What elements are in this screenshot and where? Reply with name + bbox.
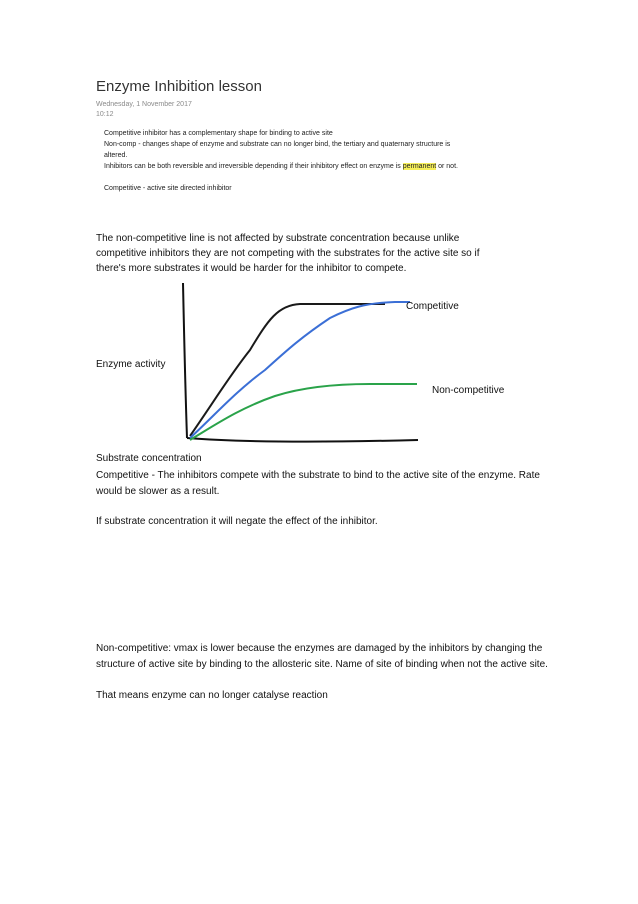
graph-label-competitive: Competitive xyxy=(406,301,459,312)
explanation-line: there's more substrates it would be harder for the inhibitor to compete. xyxy=(96,263,407,274)
note-line-altered: altered. xyxy=(104,152,128,159)
competitive-line: Competitive - The inhibitors compete with the substrate to bind to the active site of the enzyme. Rate xyxy=(96,470,540,481)
note-date: Wednesday, 1 November 2017 xyxy=(96,101,192,108)
note-line-noncomp: Non-comp - changes shape of enzyme and substrate can no longer bind, the tertiary and quaternary structure is xyxy=(104,141,451,148)
x-axis-line xyxy=(187,438,418,442)
note-time: 10:12 xyxy=(96,111,114,118)
graph-label-noncompetitive: Non-competitive xyxy=(432,385,505,396)
note-text: or not. xyxy=(436,163,458,170)
competitive-line: would be slower as a result. xyxy=(96,486,220,497)
noncompetitive-curve xyxy=(190,384,417,440)
page-title: Enzyme Inhibition lesson xyxy=(96,78,262,95)
explanation-line: competitive inhibitors they are not competing with the substrates for the active site so if xyxy=(96,248,480,259)
uninhibited-curve xyxy=(190,304,385,436)
graph-x-label: Substrate concentration xyxy=(96,453,202,464)
note-text: Inhibitors can be both reversible and irreversible depending if their inhibitory effect on enzyme is xyxy=(104,163,403,170)
note-line-active-site: Competitive - active site directed inhibitor xyxy=(104,185,232,192)
note-line-competitive: Competitive inhibitor has a complementary shape for binding to active site xyxy=(104,130,333,137)
competitive-curve xyxy=(190,302,410,438)
noncompetitive-line: That means enzyme can no longer catalyse reaction xyxy=(96,690,328,701)
graph-y-label: Enzyme activity xyxy=(96,359,166,370)
highlighted-word: permanent xyxy=(402,163,437,170)
noncompetitive-line: structure of active site by binding to the allosteric site. Name of site of binding when not the active site. xyxy=(96,659,548,670)
y-axis-line xyxy=(183,283,187,438)
explanation-line: The non-competitive line is not affected by substrate concentration because unlike xyxy=(96,233,460,244)
competitive-line: If substrate concentration it will negate the effect of the inhibitor. xyxy=(96,516,378,527)
noncompetitive-line: Non-competitive: vmax is lower because the enzymes are damaged by the inhibitors by changing the xyxy=(96,643,543,654)
